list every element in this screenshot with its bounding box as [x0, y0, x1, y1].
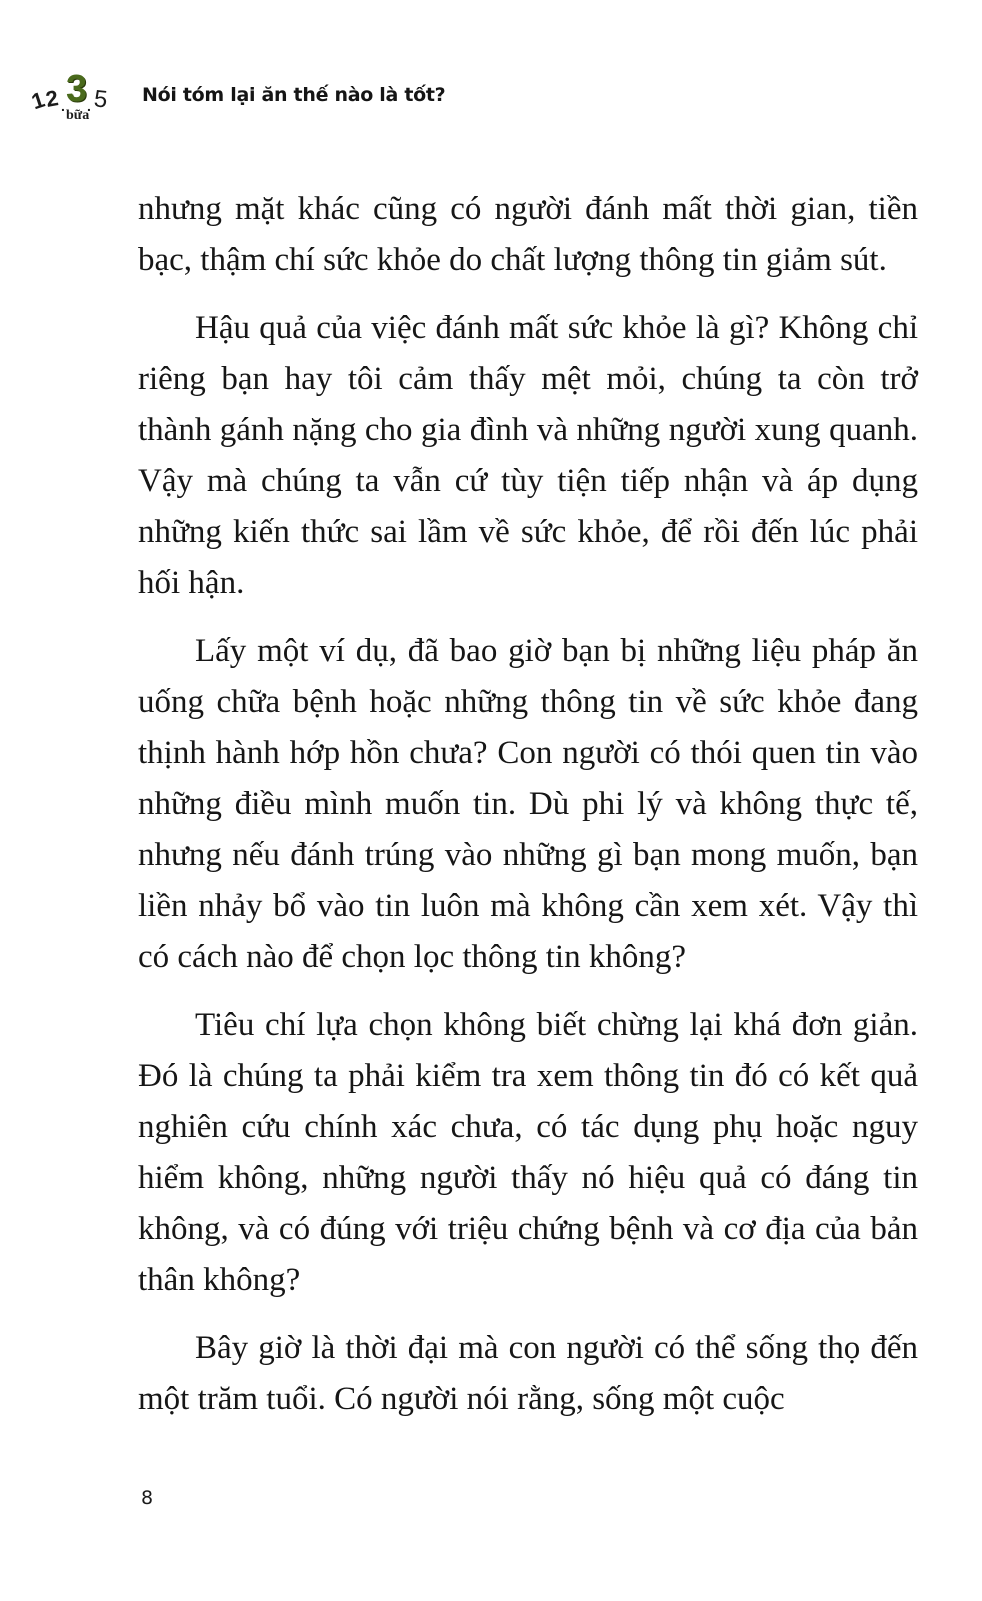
logo-digit-1: 1	[28, 86, 48, 115]
paragraph: Hậu quả của việc đánh mất sức khỏe là gì? Không chỉ riêng bạn hay tôi cảm thấy mệt mỏi, chúng ta còn trở thành gánh nặng cho gia đình và những người xung quanh. Vậy mà chúng ta vẫn cứ tùy tiện tiếp nhận và áp dụng những kiến thức sai lầm về sức khỏe, để rồi đến lúc phải hối hận.	[138, 310, 918, 601]
paragraph: Tiêu chí lựa chọn không biết chừng lại khá đơn giản. Đó là chúng ta phải kiểm tra xem thông tin đó có kết quả nghiên cứu chính xác chưa, có tác dụng phụ hoặc nguy hiểm không, những người thấy nó hiệu quả có đáng tin không, và có đúng với triệu chứng bệnh và cơ địa của bản thân không?	[138, 1007, 918, 1298]
page-header	[30, 66, 930, 130]
page-body	[138, 184, 918, 1442]
logo-dot: .	[87, 98, 91, 114]
paragraph-continued: nhưng mặt khác cũng có người đánh mất thời gian, tiền bạc, thậm chí sức khỏe do chất lượng thông tin giảm sút.	[138, 191, 918, 278]
logo-digit-3-accent: 3	[66, 68, 88, 110]
running-head-title: Nói tóm lại ăn thế nào là tốt?	[142, 84, 446, 106]
logo-digit-2: 2	[43, 85, 61, 112]
logo-subtitle: bữa	[66, 108, 90, 123]
paragraph: Bây giờ là thời đại mà con người có thể sống thọ đến một trăm tuổi. Có người nói rằng, sống một cuộc	[138, 1330, 918, 1417]
page-number: 8	[141, 1487, 154, 1509]
paragraph: Lấy một ví dụ, đã bao giờ bạn bị những liệu pháp ăn uống chữa bệnh hoặc những thông tin về sức khỏe đang thịnh hành hớp hồn chưa? Con người có thói quen tin vào những điều mình muốn tin. Dù phi lý và không thực tế, nhưng nếu đánh trúng vào những gì bạn mong muốn, bạn liền nhảy bổ vào tin luôn mà không cần xem xét. Vậy thì có cách nào để chọn lọc thông tin không?	[138, 633, 918, 975]
logo-dot: .	[61, 98, 65, 114]
logo-digit-5: 5	[92, 85, 109, 114]
book-logo	[30, 66, 130, 128]
